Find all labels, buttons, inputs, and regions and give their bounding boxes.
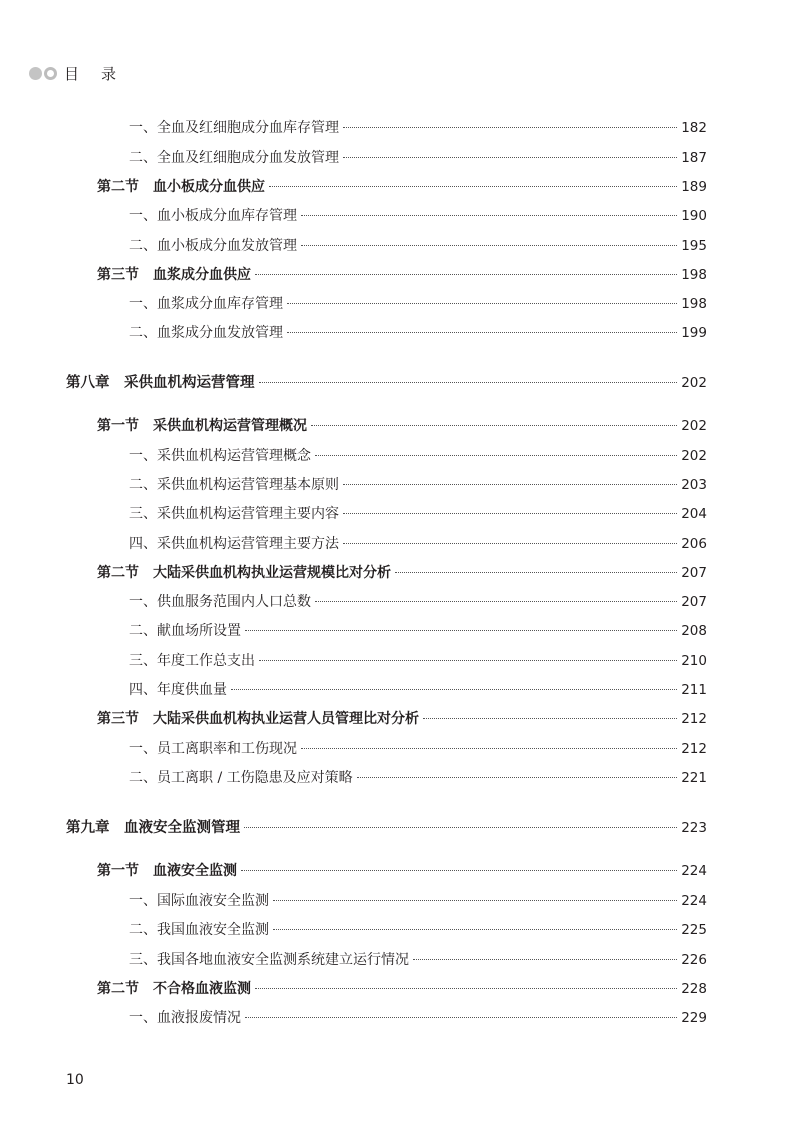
entry-page-number: 190 <box>681 208 707 224</box>
item-entry[interactable] <box>129 206 707 226</box>
entry-page-number: 224 <box>681 863 707 879</box>
entry-title: 一、全血及红细胞成分血库存管理 <box>129 120 339 136</box>
entry-title: 一、供血服务范围内人口总数 <box>129 594 311 610</box>
dot-leader <box>245 630 677 631</box>
item-entry[interactable] <box>129 446 707 466</box>
entry-page-number: 203 <box>681 477 707 493</box>
dot-leader <box>311 425 677 426</box>
entry-title: 二、我国血液安全监测 <box>129 922 269 938</box>
dot-leader <box>301 245 677 246</box>
section-entry[interactable] <box>97 416 707 436</box>
entry-title: 二、员工离职 / 工伤隐患及应对策略 <box>129 770 353 786</box>
entry-title: 一、血小板成分血库存管理 <box>129 208 297 224</box>
entry-page-number: 182 <box>681 120 707 136</box>
entry-page-number: 224 <box>681 893 707 909</box>
entry-page-number: 223 <box>681 820 707 836</box>
entry-title: 第二节 不合格血液监测 <box>97 981 251 997</box>
entry-page-number: 199 <box>681 325 707 341</box>
dot-leader <box>287 332 677 333</box>
entry-title: 第三节 血浆成分血供应 <box>97 267 251 283</box>
entry-page-number: 206 <box>681 536 707 552</box>
item-entry[interactable] <box>129 891 707 911</box>
entry-title: 四、年度供血量 <box>129 682 227 698</box>
entry-title: 二、采供血机构运营管理基本原则 <box>129 477 339 493</box>
entry-title: 二、血小板成分血发放管理 <box>129 238 297 254</box>
entry-page-number: 211 <box>681 682 707 698</box>
entry-title: 第九章 血液安全监测管理 <box>66 820 240 836</box>
entry-page-number: 221 <box>681 770 707 786</box>
entry-page-number: 202 <box>681 418 707 434</box>
item-entry[interactable] <box>129 148 707 168</box>
chapter-entry[interactable] <box>66 373 707 393</box>
section-entry[interactable] <box>97 177 707 197</box>
entry-page-number: 204 <box>681 506 707 522</box>
entry-page-number: 189 <box>681 179 707 195</box>
entry-page-number: 202 <box>681 448 707 464</box>
entry-title: 第三节 大陆采供血机构执业运营人员管理比对分析 <box>97 711 419 727</box>
entry-title: 三、我国各地血液安全监测系统建立运行情况 <box>129 952 409 968</box>
dot-leader <box>241 870 677 871</box>
dot-leader <box>273 900 677 901</box>
entry-page-number: 225 <box>681 922 707 938</box>
section-entry[interactable] <box>97 709 707 729</box>
entry-title: 第二节 大陆采供血机构执业运营规模比对分析 <box>97 565 391 581</box>
entry-title: 三、年度工作总支出 <box>129 653 255 669</box>
dot-leader <box>273 929 677 930</box>
section-entry[interactable] <box>97 861 707 881</box>
item-entry[interactable] <box>129 323 707 343</box>
entry-page-number: 202 <box>681 375 707 391</box>
entry-title: 一、员工离职率和工伤现况 <box>129 741 297 757</box>
item-entry[interactable] <box>129 651 707 671</box>
item-entry[interactable] <box>129 768 707 788</box>
item-entry[interactable] <box>129 236 707 256</box>
entry-page-number: 212 <box>681 711 707 727</box>
entry-title: 第八章 采供血机构运营管理 <box>66 375 255 391</box>
section-entry[interactable] <box>97 563 707 583</box>
item-entry[interactable] <box>129 294 707 314</box>
header-title: 目录 <box>64 64 139 83</box>
entry-page-number: 195 <box>681 238 707 254</box>
entry-title: 一、国际血液安全监测 <box>129 893 269 909</box>
dot-leader <box>395 572 677 573</box>
page-number: 10 <box>66 1072 84 1088</box>
dot-leader <box>315 455 677 456</box>
item-entry[interactable] <box>129 592 707 612</box>
dot-leader <box>255 274 677 275</box>
dot-leader <box>231 689 677 690</box>
dot-leader <box>301 215 677 216</box>
dot-leader <box>255 988 677 989</box>
dot-leader <box>423 718 677 719</box>
dot-leader <box>343 127 677 128</box>
entry-title: 二、血浆成分血发放管理 <box>129 325 283 341</box>
item-entry[interactable] <box>129 621 707 641</box>
item-entry[interactable] <box>129 534 707 554</box>
dot-leader <box>259 660 677 661</box>
section-entry[interactable] <box>97 265 707 285</box>
entry-title: 一、血浆成分血库存管理 <box>129 296 283 312</box>
entry-page-number: 207 <box>681 565 707 581</box>
dot-leader <box>343 513 677 514</box>
entry-page-number: 187 <box>681 150 707 166</box>
entry-page-number: 212 <box>681 741 707 757</box>
entry-page-number: 207 <box>681 594 707 610</box>
entry-title: 四、采供血机构运营管理主要方法 <box>129 536 339 552</box>
entry-title: 二、全血及红细胞成分血发放管理 <box>129 150 339 166</box>
entry-title: 二、献血场所设置 <box>129 623 241 639</box>
entry-page-number: 228 <box>681 981 707 997</box>
dot-leader <box>343 157 677 158</box>
entry-title: 第二节 血小板成分血供应 <box>97 179 265 195</box>
entry-title: 一、采供血机构运营管理概念 <box>129 448 311 464</box>
entry-title: 一、血液报废情况 <box>129 1010 241 1026</box>
entry-title: 第一节 血液安全监测 <box>97 863 237 879</box>
dot-leader <box>343 484 677 485</box>
entry-page-number: 198 <box>681 267 707 283</box>
item-entry[interactable] <box>129 920 707 940</box>
entry-page-number: 198 <box>681 296 707 312</box>
dot-leader <box>301 748 677 749</box>
dot-leader <box>245 1017 677 1018</box>
dot-leader <box>287 303 677 304</box>
item-entry[interactable] <box>129 739 707 759</box>
item-entry[interactable] <box>129 475 707 495</box>
entry-title: 第一节 采供血机构运营管理概况 <box>97 418 307 434</box>
dot-leader <box>259 382 678 383</box>
entry-page-number: 229 <box>681 1010 707 1026</box>
item-entry[interactable] <box>129 950 707 970</box>
item-entry[interactable] <box>129 504 707 524</box>
dot-leader <box>244 827 677 828</box>
dot-leader <box>357 777 678 778</box>
dot-leader <box>413 959 677 960</box>
entry-title: 三、采供血机构运营管理主要内容 <box>129 506 339 522</box>
section-entry[interactable] <box>97 979 707 999</box>
entry-page-number: 208 <box>681 623 707 639</box>
entry-page-number: 210 <box>681 653 707 669</box>
entry-page-number: 226 <box>681 952 707 968</box>
item-entry[interactable] <box>129 118 707 138</box>
item-entry[interactable] <box>129 680 707 700</box>
dot-leader <box>315 601 677 602</box>
dot-leader <box>269 186 677 187</box>
dot-leader <box>343 543 677 544</box>
item-entry[interactable] <box>129 1008 707 1028</box>
chapter-entry[interactable] <box>66 818 707 838</box>
